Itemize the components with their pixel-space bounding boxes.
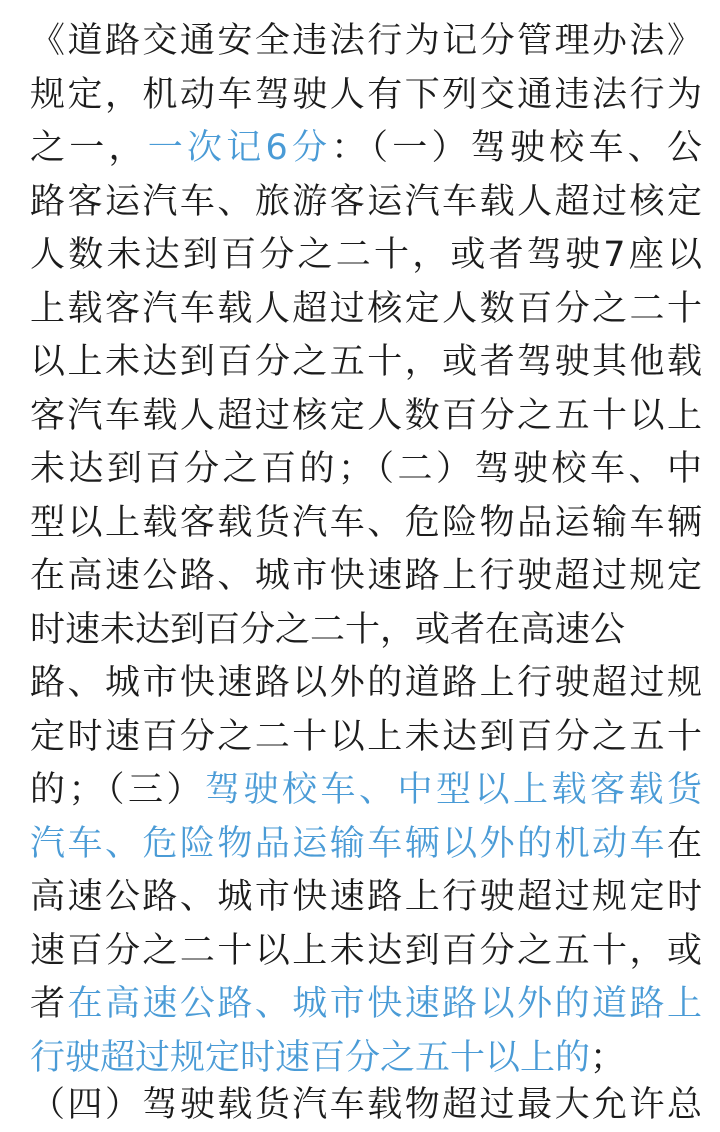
text-segment: （四）驾驶载货汽车载物超过最大允许总 — [30, 1085, 702, 1125]
text-line-12 — [30, 603, 702, 657]
text-line-6 — [30, 282, 702, 336]
highlight-link-vehicle-types-cont[interactable]: 汽车、危险物品运输车辆以外的机动车 — [30, 824, 667, 864]
text-segment: 之一， — [30, 128, 148, 168]
highlight-link-one-time-6-points[interactable]: 一次记6分 — [147, 128, 332, 168]
text-line-16 — [30, 817, 702, 871]
text-line-2 — [30, 68, 702, 122]
text-segment: 型以上载客载货汽车、危险物品运输车辆 — [30, 503, 702, 543]
text-line-17 — [30, 870, 702, 924]
text-line-4 — [30, 175, 702, 229]
text-segment: 路客运汽车、旅游客运汽车载人超过核定 — [30, 182, 702, 222]
text-segment: 者 — [30, 984, 68, 1024]
text-segment: 人数未达到百分之二十，或者驾驶7座以 — [30, 235, 702, 275]
text-segment: 时速未达到百分之二十，或者在高速公 — [30, 610, 626, 650]
text-segment: 在高速公路、城市快速路上行驶超过规定 — [30, 556, 702, 596]
text-segment: 客汽车载人超过核定人数百分之五十以上 — [30, 396, 702, 436]
text-line-7 — [30, 335, 702, 389]
text-line-5 — [30, 228, 702, 282]
text-line-15 — [30, 763, 702, 817]
highlight-link-road-speed-cont[interactable]: 行驶超过规定时速百分之五十以上的 — [30, 1038, 591, 1078]
highlight-link-road-speed[interactable]: 在高速公路、城市快速路以外的道路上 — [67, 984, 702, 1024]
text-line-9 — [30, 442, 702, 496]
text-segment: ：（一）驾驶校车、公 — [331, 128, 702, 168]
text-line-21-partial — [30, 1078, 702, 1132]
text-segment: 未达到百分之百的；（二）驾驶校车、中 — [30, 449, 702, 489]
text-line-10 — [30, 496, 702, 550]
text-line-11 — [30, 549, 702, 603]
text-line-3 — [30, 121, 702, 175]
text-segment: 定时速百分之二十以上未达到百分之五十 — [30, 717, 702, 757]
text-segment: 高速公路、城市快速路上行驶超过规定时 — [30, 877, 702, 917]
highlight-link-vehicle-types[interactable]: 驾驶校车、中型以上载客载货 — [205, 770, 702, 810]
text-segment: 《道路交通安全违法行为记分管理办法》 — [30, 21, 702, 61]
text-segment: ； — [590, 1038, 626, 1078]
text-segment: 规定，机动车驾驶人有下列交通违法行为 — [30, 75, 702, 115]
text-segment: 以上未达到百分之五十，或者驾驶其他载 — [30, 342, 702, 382]
text-line-13 — [30, 656, 702, 710]
text-segment: 路、城市快速路以外的道路上行驶超过规 — [30, 663, 702, 703]
text-line-20 — [30, 1031, 702, 1085]
text-segment: 的；（三） — [30, 770, 205, 810]
text-segment: 上载客汽车载人超过核定人数百分之二十 — [30, 289, 702, 329]
text-line-18 — [30, 924, 702, 978]
text-line-1 — [30, 14, 702, 68]
text-line-14 — [30, 710, 702, 764]
text-line-19 — [30, 977, 702, 1031]
text-line-8 — [30, 389, 702, 443]
text-segment: 在 — [666, 824, 702, 864]
text-segment: 速百分之二十以上未达到百分之五十，或 — [30, 931, 702, 971]
